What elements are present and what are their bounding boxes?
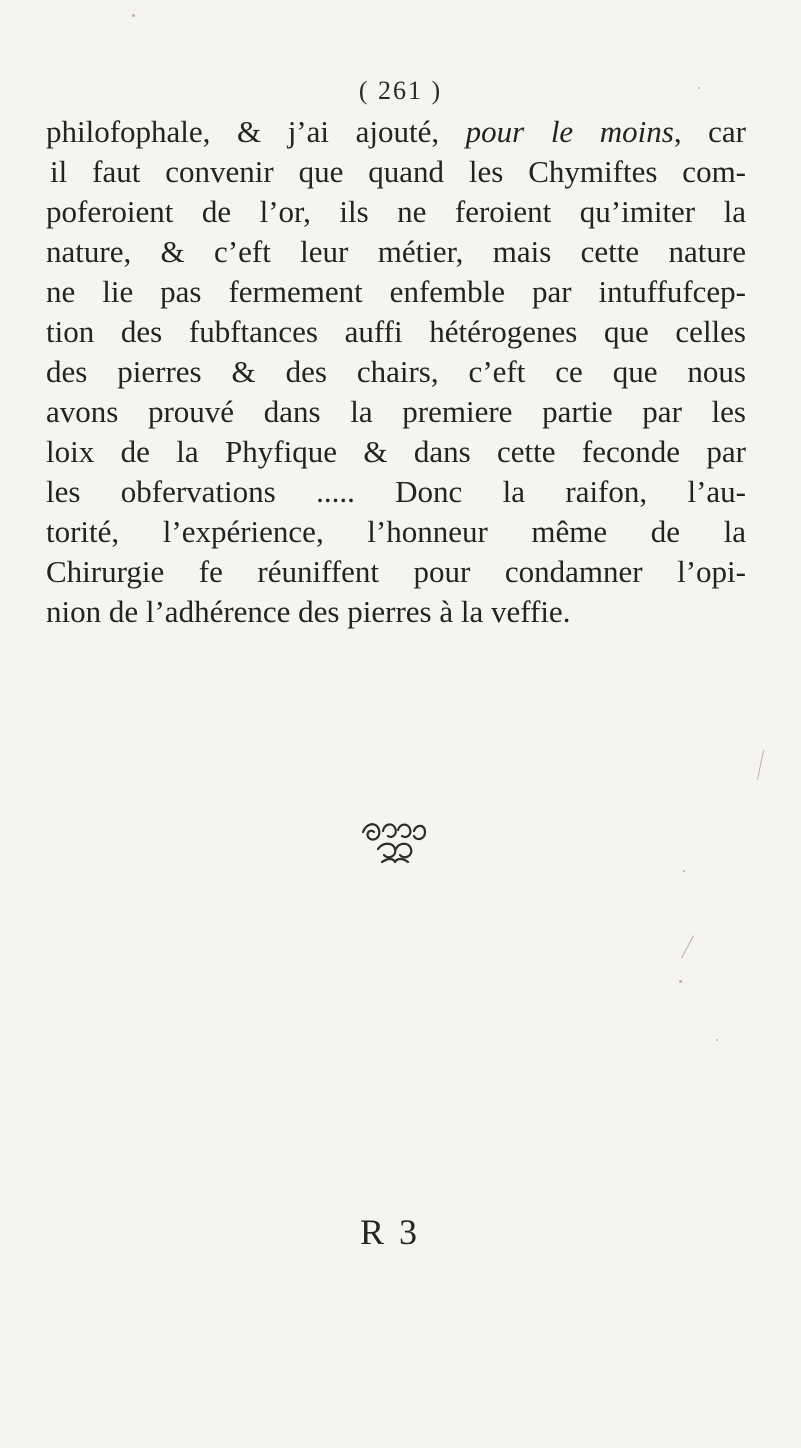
italic-phrase: pour le moins	[465, 114, 674, 149]
text-line-2: il faut convenir que quand les Chymiftes com-	[50, 154, 746, 189]
paper-speck	[679, 980, 682, 983]
text-line-12: Chirurgie fe réuniffent pour condamner l’opi-	[46, 554, 746, 589]
text-line-4: nature, & c’eft leur métier, mais cette nature	[46, 234, 746, 269]
text-line-5: ne lie pas fermement enfemble par intuffufcep-	[46, 274, 746, 309]
text-line-1	[46, 112, 746, 152]
text-line-7: des pierres & des chairs, c’eft ce que nous	[46, 354, 746, 389]
text-line-3: poferoient de l’or, ils ne feroient qu’imiter la	[46, 194, 746, 229]
ornament-icon	[359, 818, 429, 866]
signature-mark: R 3	[360, 1212, 421, 1252]
body-text	[46, 112, 746, 632]
text-line-8: avons prouvé dans la premiere partie par les	[46, 394, 746, 429]
text-line-1-end: , car	[673, 114, 746, 149]
text-line-1-start: philofophale, & j’ai ajouté,	[46, 114, 466, 149]
paper-speck	[698, 87, 700, 89]
paper-mark	[681, 935, 694, 958]
text-line-10: les obfervations ..... Donc la raifon, l’au-	[46, 474, 746, 509]
page-number: ( 261 )	[358, 76, 443, 105]
text-line-9: loix de la Phyfique & dans cette feconde par	[46, 434, 746, 469]
text-line-13: nion de l’adhérence des pierres à la veffie.	[46, 594, 571, 629]
paper-speck	[132, 14, 135, 17]
text-line-11: torité, l’expérience, l’honneur même de la	[46, 514, 746, 549]
paper-mark	[757, 750, 764, 780]
paper-speck	[716, 1039, 718, 1041]
text-line-6: tion des fubftances auffi hétérogenes que celles	[46, 314, 746, 349]
paper-speck	[683, 870, 685, 872]
